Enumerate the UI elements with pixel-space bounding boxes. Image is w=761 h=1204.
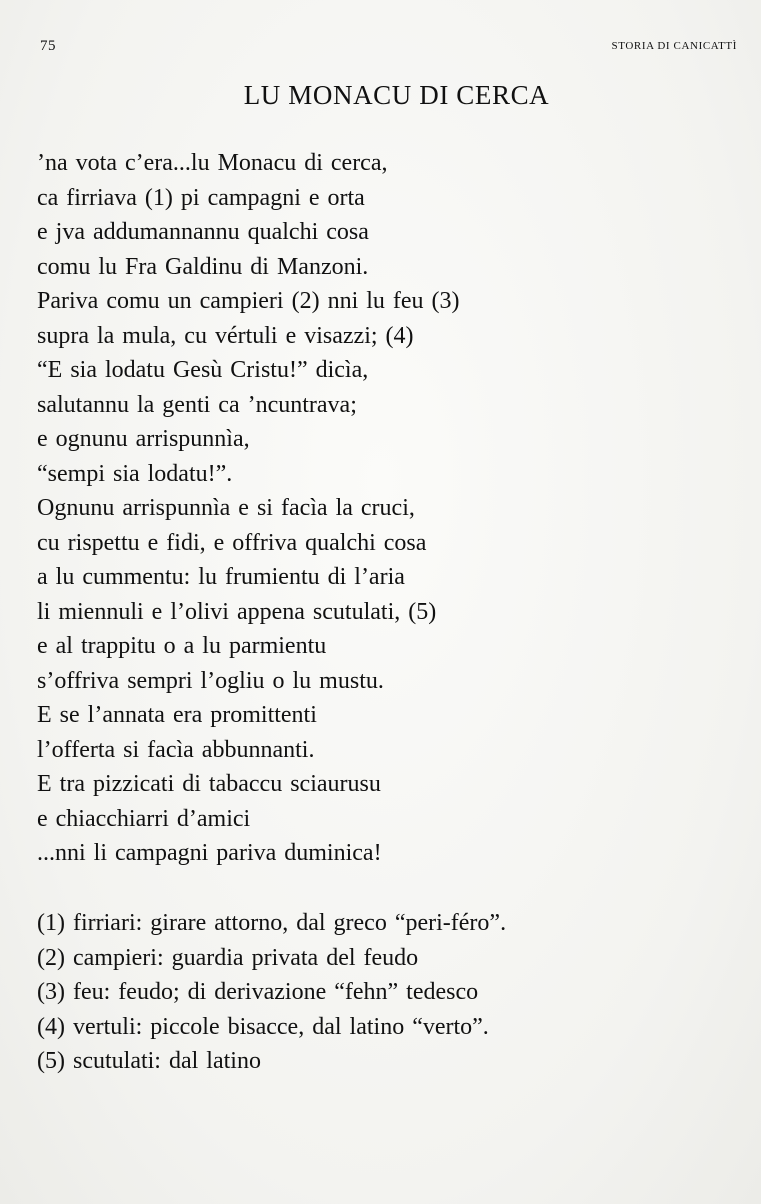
footnote: (5) scutulati: dal latino [37, 1048, 261, 1074]
poem-line: comu lu Fra Galdinu di Manzoni. [37, 253, 369, 280]
running-head: STORIA DI CANICATTÌ [611, 40, 737, 52]
poem-line: ’na vota c’era...lu Monacu di cerca, [37, 150, 388, 176]
footnote: (1) firriari: girare attorno, dal greco “peri-féro”. [37, 910, 507, 936]
poem-line: li miennuli e l’olivi appena scutulati, (5) [37, 598, 437, 625]
footnote: (4) vertuli: piccole bisacce, dal latino “verto”. [37, 1013, 489, 1040]
poem-line: e jva addumannannu qualchi cosa [37, 219, 369, 245]
poem-line: s’offriva sempri l’ogliu o lu mustu. [37, 667, 384, 694]
footnote: (2) campieri: guardia privata del feudo [37, 944, 419, 971]
poem-line: a lu cummentu: lu frumientu di l’aria [37, 564, 405, 590]
poem-line: E tra pizzicati di tabaccu sciaurusu [37, 771, 381, 797]
poem-line: cu rispettu e fidi, e offriva qualchi cosa [37, 529, 427, 556]
poem-line: e ognunu arrispunnìa, [37, 426, 250, 452]
poem-line: l’offerta si facìa abbunnanti. [37, 736, 315, 763]
poem-line: e al trappitu o a lu parmientu [37, 633, 327, 659]
poem-line: “sempi sia lodatu!”. [37, 460, 233, 487]
poem-line: salutannu la genti ca ’ncuntrava; [37, 391, 357, 418]
poem-line: Pariva comu un campieri (2) nni lu feu (3) [37, 288, 460, 314]
poem-line: Ognunu arrispunnìa e si facìa la cruci, [37, 495, 415, 521]
poem-title: LU MONACU DI CERCA [243, 80, 550, 110]
poem-line: “E sia lodatu Gesù Cristu!” dicìa, [37, 357, 369, 383]
poem-body [37, 146, 460, 871]
poem-line: supra la mula, cu vértuli e visazzi; (4) [37, 322, 414, 349]
poem-line: ca firriava (1) pi campagni e orta [37, 184, 365, 211]
poem-line: e chiacchiarri d’amici [37, 805, 251, 832]
footnote: (3) feu: feudo; di derivazione “fehn” tedesco [37, 979, 479, 1005]
footnotes [37, 906, 506, 1079]
poem-line: E se l’annata era promittenti [37, 702, 317, 728]
poem-line: ...nni li campagni pariva duminica! [37, 840, 382, 866]
page-number: 75 [40, 38, 56, 54]
